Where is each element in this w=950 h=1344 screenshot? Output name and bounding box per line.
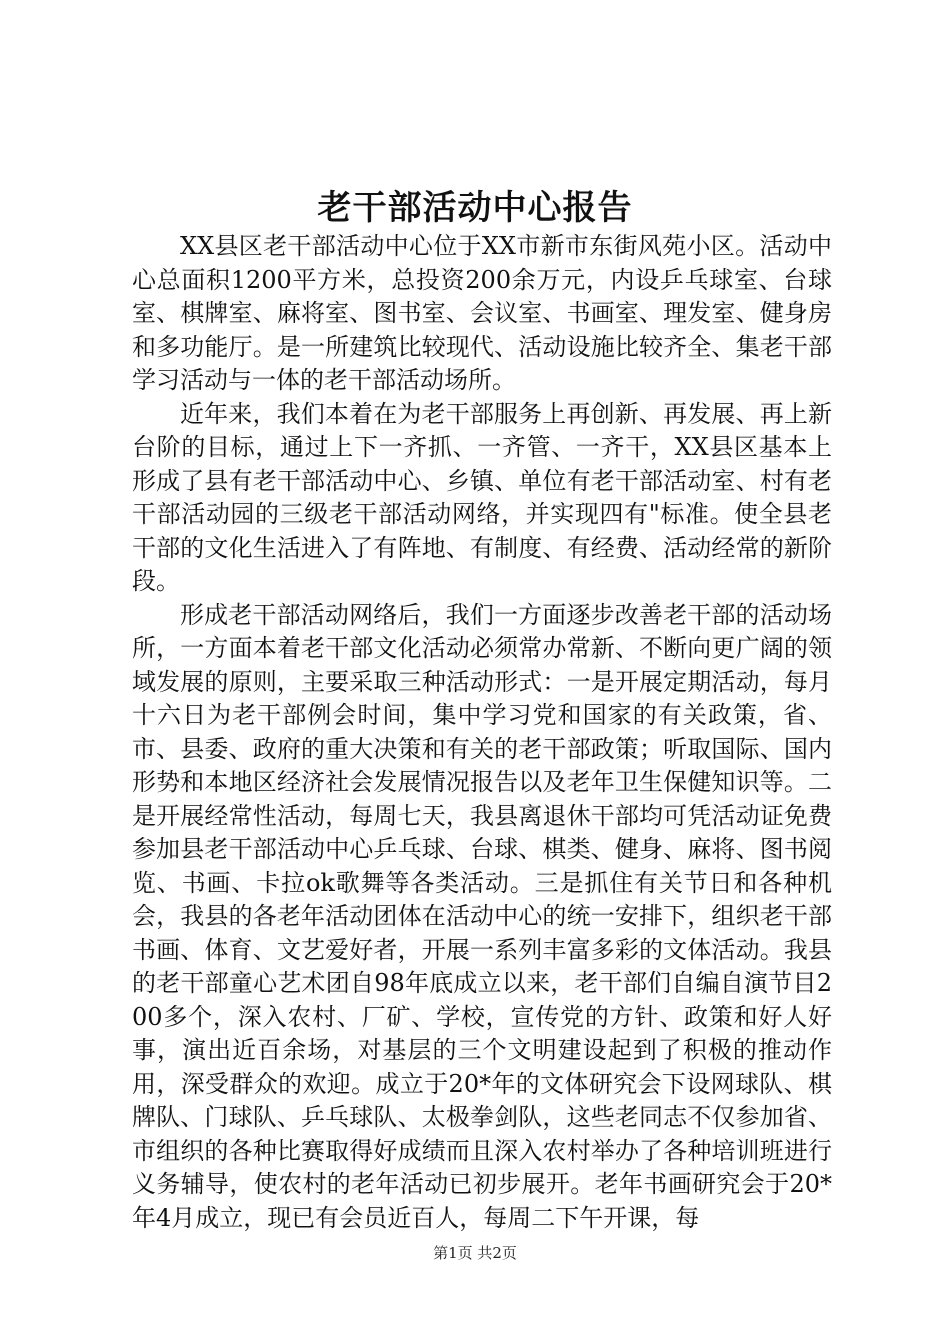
paragraph-3: 形成老干部活动网络后，我们一方面逐步改善老干部的活动场所，一方面本着老干部文化活动必须常办常新、不断向更广阔的领域发展的原则，主要采取三种活动形式：一是开展定期活动，每月十六日为老干部例会时间，集中学习党和国家的有关政策，省、市、县委、政府的重大决策和有关的老干部政策；听取国际、国内形势和本地区经济社会发展情况报告以及老年卫生保健知识等。二是开展经常性活动，每周七天，我县离退休干部均可凭活动证免费参加县老干部活动中心乒乓球、台球、棋类、健身、麻将、图书阅览、书画、卡拉ok歌舞等各类活动。三是抓住有关节日和各种机会，我县的各老年活动团体在活动中心的统一安排下，组织老干部书画、体育、文艺爱好者，开展一系列丰富多彩的文体活动。我县的老干部童心艺术团自98年底成立以来，老干部们自编自演节目200多个，深入农村、厂矿、学校，宣传党的方针、政策和好人好事，演出近百余场，对基层的三个文明建设起到了积极的推动作用，深受群众的欢迎。成立于20*年的文体研究会下设网球队、棋牌队、门球队、乒乓球队、太极拳剑队，这些老同志不仅参加省、市组织的各种比赛取得好成绩而且深入农村举办了各种培训班进行义务辅导，使农村的老年活动已初步展开。老年书画研究会于20*年4月成立，现已有会员近百人，每周二下午开课，每 [132, 600, 832, 1232]
paragraph-2: 近年来，我们本着在为老干部服务上再创新、再发展、再上新台阶的目标，通过上下一齐抓、一齐管、一齐干，XX县区基本上形成了县有老干部活动中心、乡镇、单位有老干部活动室、村有老干部活动园的三级老干部活动网络，并实现四有"标准。使全县老干部的文化生活进入了有阵地、有制度、有经费、活动经常的新阶段。 [132, 399, 832, 595]
page-number-footer: 第1页 共2页 [433, 1244, 517, 1262]
document-title: 老干部活动中心报告 [317, 188, 633, 228]
paragraph-1: XX县区老干部活动中心位于XX市新市东街风苑小区。活动中心总面积1200平方米，总投资200余万元，内设乒乓球室、台球室、棋牌室、麻将室、图书室、会议室、书画室、理发室、健身房和多功能厅。是一所建筑比较现代、活动设施比较齐全、集老干部学习活动与一体的老干部活动场所。 [132, 232, 832, 394]
document-body [132, 230, 832, 1235]
